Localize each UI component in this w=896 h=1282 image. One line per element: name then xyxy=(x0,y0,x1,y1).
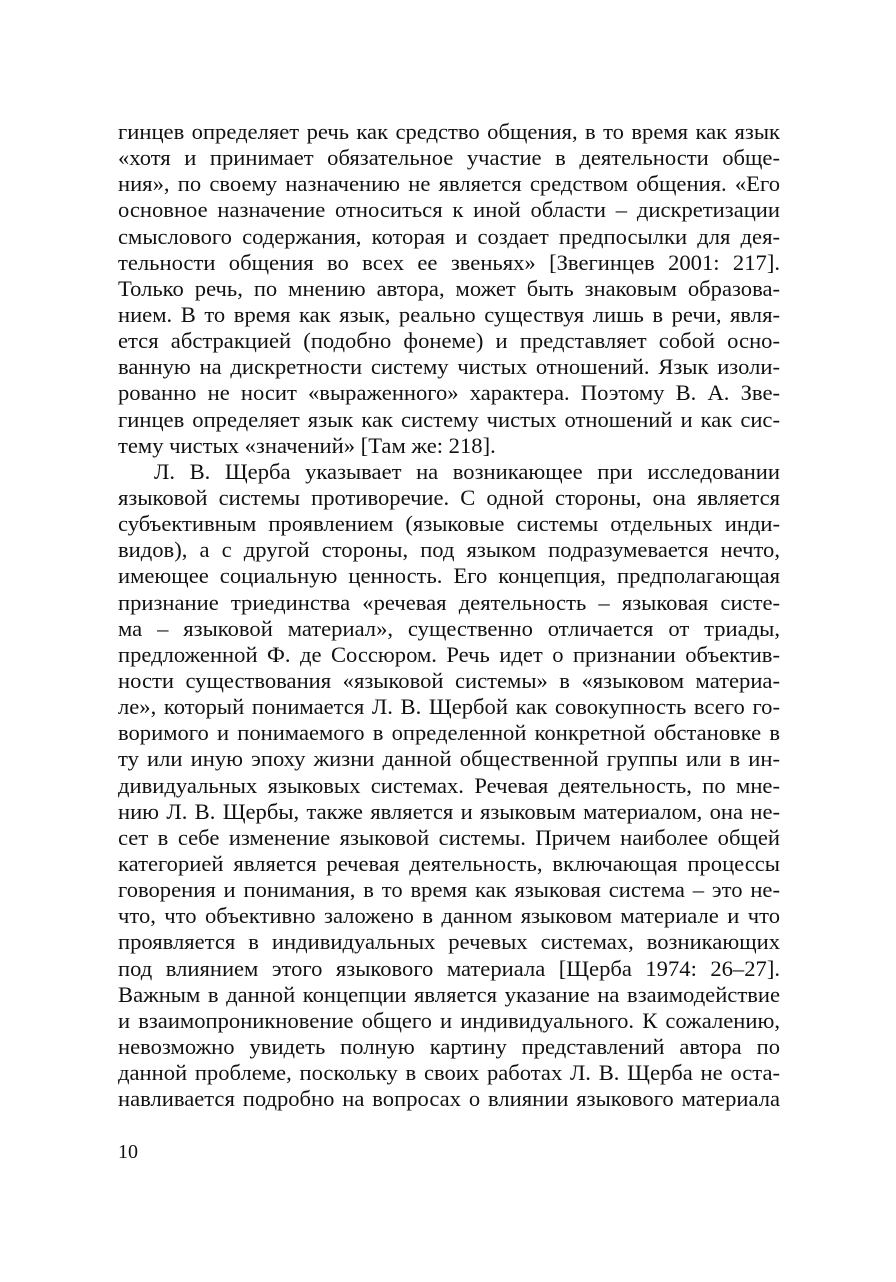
text-line: нию Л. В. Щербы, также является и языковым материалом, она не- xyxy=(118,798,780,824)
text-line: Только речь, по мнению автора, может быть знаковым образова- xyxy=(118,275,780,301)
text-line: навливается подробно на вопросах о влиянии языкового материала xyxy=(118,1086,780,1112)
body-text xyxy=(118,119,780,1112)
text-line: говорения и понимания, в то время как языковая система – это не- xyxy=(118,877,780,903)
text-line: смыслового содержания, которая и создает предпосылки для дея- xyxy=(118,223,780,249)
text-line: рованно не носит «выраженного» характера. Поэтому В. А. Зве- xyxy=(118,380,780,406)
text-line: ния», по своему назначению не является средством общения. «Его xyxy=(118,171,780,197)
text-line: проявляется в индивидуальных речевых системах, возникающих xyxy=(118,929,780,955)
text-line: гинцев определяет речь как средство общения, в то время как язык xyxy=(118,119,780,144)
text-line: ле», который понимается Л. В. Щербой как совокупность всего го- xyxy=(118,694,780,720)
text-line: нием. В то время как язык, реально существуя лишь в речи, явля- xyxy=(118,301,780,327)
text-line: тему чистых «значений» [Там же: 218]. xyxy=(118,432,496,458)
page-number: 10 xyxy=(118,1141,138,1163)
text-line: основное назначение относиться к иной области – дискретизации xyxy=(118,197,780,223)
text-line: под влиянием этого языкового материала [Щерба 1974: 26–27]. xyxy=(118,955,780,981)
text-line: категорией является речевая деятельность, включающая процессы xyxy=(118,850,780,876)
text-line: «хотя и принимает обязательное участие в деятельности обще- xyxy=(118,145,780,171)
text-line: и взаимопроникновение общего и индивидуального. К сожалению, xyxy=(118,1007,780,1033)
paragraph-2 xyxy=(118,459,780,1113)
text-line: невозможно увидеть полную картину представлений автора по xyxy=(118,1033,780,1059)
text-line: признание триединства «речевая деятельность – языковая систе- xyxy=(118,589,780,615)
text-line: Л. В. Щерба указывает на возникающее при исследовании xyxy=(154,458,780,484)
text-line: имеющее социальную ценность. Его концепция, предполагающая xyxy=(118,563,780,589)
text-line: ванную на дискретности систему чистых отношений. Язык изоли- xyxy=(118,354,780,380)
text-line: предложенной Ф. де Соссюром. Речь идет о признании объектив- xyxy=(118,641,780,667)
paragraph-1 xyxy=(118,119,780,459)
text-line: ма – языковой материал», существенно отличается от триады, xyxy=(118,615,780,641)
text-line: сет в себе изменение языковой системы. Причем наиболее общей xyxy=(118,824,780,850)
text-line: видов), а с другой стороны, под языком подразумевается нечто, xyxy=(118,537,780,563)
text-line: гинцев определяет язык как систему чистых отношений и как сис- xyxy=(118,406,780,432)
text-line: данной проблеме, поскольку в своих работах Л. В. Щерба не оста- xyxy=(118,1060,780,1086)
text-line: ту или иную эпоху жизни данной общественной группы или в ин- xyxy=(118,746,780,772)
text-line: языковой системы противоречие. С одной стороны, она является xyxy=(118,484,780,510)
text-line: что, что объективно заложено в данном языковом материале и что xyxy=(118,903,780,929)
text-line: дивидуальных языковых системах. Речевая деятельность, по мне- xyxy=(118,772,780,798)
text-line: ности существования «языковой системы» в «языковом материа- xyxy=(118,667,780,693)
text-line: тельности общения во всех ее звеньях» [Звегинцев 2001: 217]. xyxy=(118,249,780,275)
text-line: воримого и понимаемого в определенной конкретной обстановке в xyxy=(118,720,780,746)
text-line: субъективным проявлением (языковые системы отдельных инди- xyxy=(118,511,780,537)
text-line: Важным в данной концепции является указание на взаимодействие xyxy=(118,981,780,1007)
text-line: ется абстракцией (подобно фонеме) и представляет собой осно- xyxy=(118,328,780,354)
